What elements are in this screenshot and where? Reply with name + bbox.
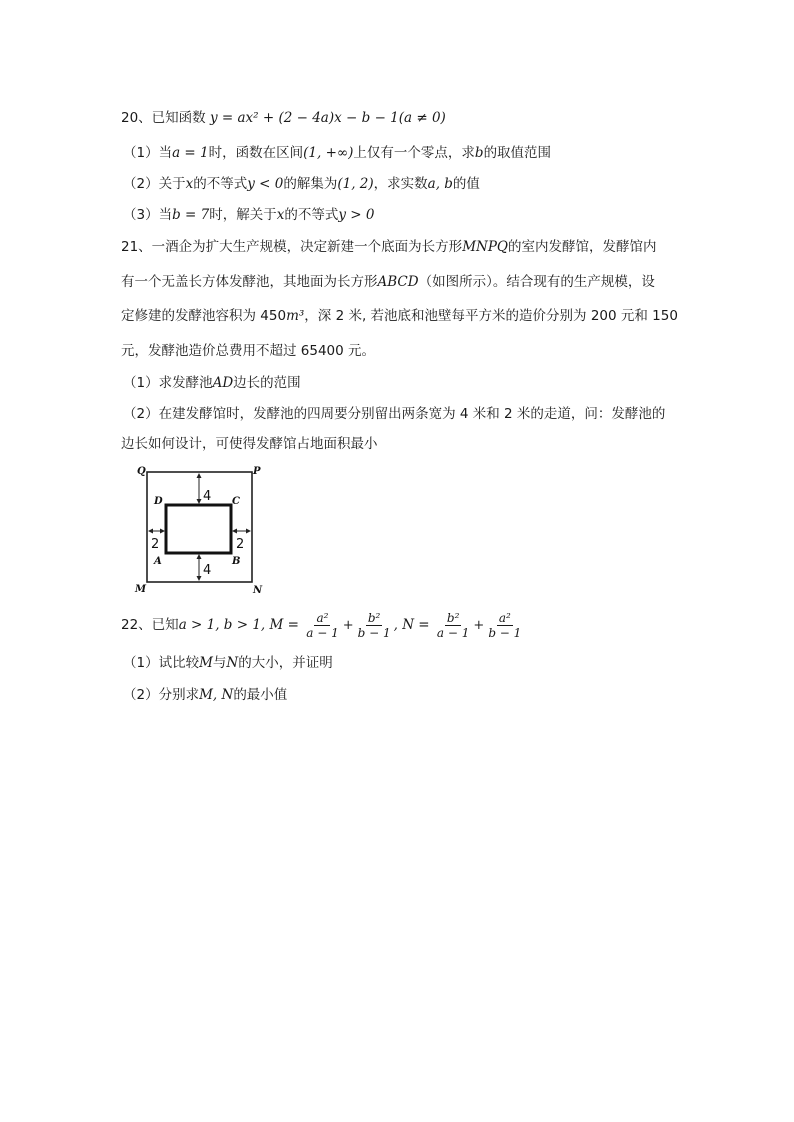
label-n: N	[253, 585, 263, 596]
arrowhead-top-down	[197, 499, 202, 504]
q21-l1-pre: 21、一酒企为扩大生产规模，决定新建一个底面为长方形	[121, 239, 463, 255]
fermentation-figure	[132, 462, 272, 598]
q20-p3-text2: 的不等式	[284, 207, 339, 223]
q20-p2-label: （2）关于	[123, 176, 186, 192]
frac2-den: b − 1	[357, 625, 391, 640]
q20-p2-text: 的不等式	[193, 176, 248, 192]
q20-p2-text3: ，求实数	[373, 176, 428, 192]
q21-part2-line2: 边长如何设计，可使得发酵馆占地面积最小	[121, 436, 378, 452]
q20-p3-var: x	[276, 207, 285, 223]
q20-p1-end: 的取值范围	[483, 145, 552, 161]
q20-p1-interval: (1, +∞)	[303, 145, 354, 161]
inner-rect-abcd	[166, 505, 231, 553]
q20-p3-text: 时，解关于	[209, 207, 277, 223]
q22-plus-1: +	[342, 618, 354, 633]
label-q: Q	[137, 466, 146, 477]
q20-p3-cond: b = 7	[172, 207, 210, 223]
arrowhead-left-l	[148, 529, 153, 534]
q21-l1-var: MNPQ	[462, 239, 508, 255]
arrowhead-right-l	[232, 529, 237, 534]
q22-p1-n: N	[226, 655, 239, 671]
q21-l2-post: （如图所示）。结合现有的生产规模，设	[418, 274, 655, 290]
q22-cond: a > 1, b > 1, M =	[178, 617, 299, 633]
q21-part2-line1: （2）在建发酵馆时，发酵池的四周要分别留出两条宽为 4 米和 2 米的走道，问：发酵池的	[123, 406, 666, 422]
q22-stem	[121, 610, 524, 641]
dim-top: 4	[203, 489, 212, 504]
q22-part2	[123, 685, 287, 705]
q20-part1	[123, 143, 551, 163]
q21-l2-var: ABCD	[377, 274, 419, 290]
q22-plus-2: +	[473, 618, 485, 633]
label-d: D	[154, 496, 163, 507]
frac4-den: b − 1	[488, 625, 522, 640]
label-m: M	[135, 584, 147, 595]
q20-part3	[123, 205, 374, 225]
q22-p2-pre: （2）分别求	[123, 687, 200, 703]
q22-fraction-2	[356, 611, 393, 640]
q20-p2-ineq: y < 0	[247, 176, 284, 192]
q20-p1-var: b	[474, 145, 484, 161]
dim-bottom: 4	[203, 563, 212, 578]
frac3-num: b²	[446, 610, 460, 625]
q20-p2-set: (1, 2)	[337, 176, 374, 192]
frac3-den: a − 1	[436, 625, 470, 640]
q20-p1-cond: a = 1	[172, 145, 209, 161]
q20-prefix: 20、已知函数	[121, 110, 206, 126]
q22-prefix: 22、已知	[121, 617, 179, 633]
q20-p2-var: x	[185, 176, 194, 192]
frac1-den: a − 1	[306, 625, 339, 640]
frac2-num: b²	[367, 610, 381, 625]
q22-p2-post: 的最小值	[233, 687, 288, 703]
q20-p1-label: （1）当	[123, 145, 173, 161]
label-p: P	[253, 466, 261, 477]
q21-line1	[121, 237, 656, 257]
arrowhead-right-r	[246, 529, 251, 534]
q22-fraction-1	[304, 611, 340, 640]
q21-line2	[121, 272, 655, 292]
q22-mid: , N =	[393, 617, 430, 633]
arrowhead-left-r	[160, 529, 165, 534]
q22-p1-m: M	[199, 655, 213, 671]
q22-p1-mid: 与	[212, 655, 227, 671]
arrowhead-bottom-up	[197, 554, 202, 559]
arrowhead-top-up	[197, 473, 202, 478]
q20-p1-text: 时，函数在区间	[208, 145, 304, 161]
q22-part1	[123, 653, 333, 673]
q20-p2-vars: a, b	[427, 176, 453, 192]
q21-p1-pre: （1）求发酵池	[123, 375, 213, 391]
q20-p3-ineq: y > 0	[338, 207, 375, 223]
q20-p2-text2: 的解集为	[283, 176, 338, 192]
q20-formula: y = ax² + (2 − 4a)x − b − 1(a ≠ 0)	[209, 110, 446, 126]
q22-p2-vars: M, N	[199, 687, 234, 703]
label-c: C	[232, 496, 240, 507]
q21-l3-unit: m³	[286, 308, 305, 324]
arrowhead-bottom-down	[197, 576, 202, 581]
q20-p2-end: 的值	[452, 176, 480, 192]
q20-stem	[121, 108, 446, 128]
q20-p3-label: （3）当	[123, 207, 173, 223]
frac1-num: a²	[316, 610, 329, 625]
q21-l2-pre: 有一个无盖长方体发酵池，其地面为长方形	[121, 274, 378, 290]
q21-part1	[123, 373, 301, 393]
q21-line4: 元，发酵池造价总费用不超过 65400 元。	[121, 343, 376, 359]
q22-fraction-3	[435, 611, 471, 640]
q20-p1-text2: 上仅有一个零点，求	[353, 145, 475, 161]
q21-l1-post: 的室内发酵馆，发酵馆内	[507, 239, 657, 255]
q21-p1-post: 边长的范围	[233, 375, 301, 391]
q22-p1-pre: （1）试比较	[123, 655, 200, 671]
label-b: B	[232, 556, 241, 567]
q22-p1-post: 的大小，并证明	[238, 655, 333, 671]
q21-l3-pre: 定修建的发酵池容积为 450	[121, 308, 287, 324]
q21-p1-var: AD	[212, 375, 234, 391]
q21-line3	[121, 306, 678, 326]
q20-part2	[123, 174, 480, 194]
q22-fraction-4	[486, 611, 523, 640]
label-a: A	[154, 556, 162, 567]
q21-l3-post: ，深 2 米, 若池底和池壁每平方米的造价分别为 200 元和 150	[304, 308, 678, 324]
dim-right: 2	[236, 537, 245, 552]
dim-left: 2	[151, 537, 160, 552]
frac4-num: a²	[498, 610, 511, 625]
